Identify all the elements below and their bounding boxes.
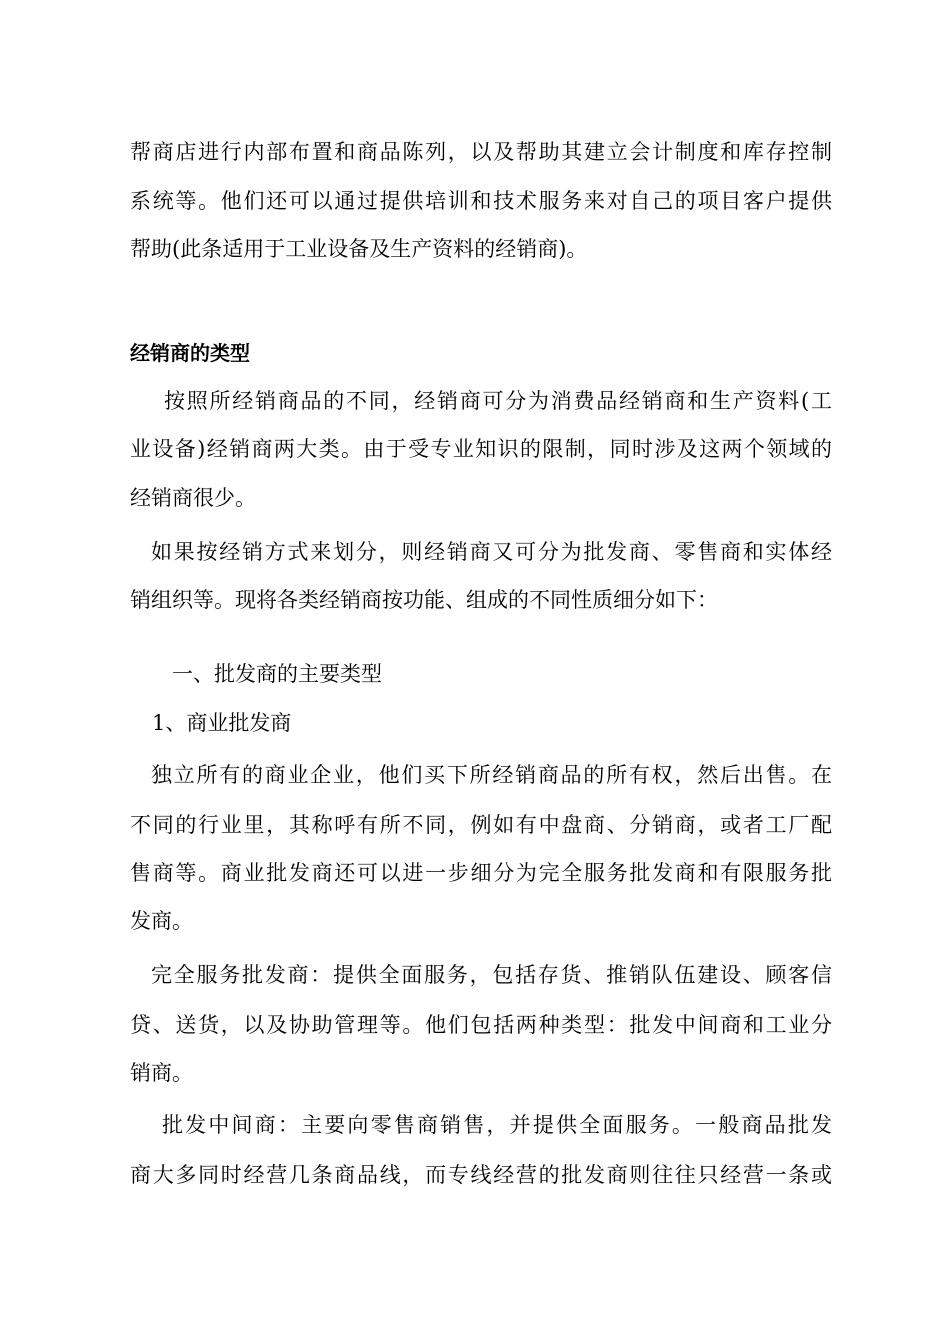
paragraph-2-line-1: 按照所经销商品的不同，经销商可分为消费品经销商和生产资料(工 [164,389,832,413]
paragraph-4-line-3: 售商等。商业批发商还可以进一步细分为完全服务批发商和有限服务批 [130,861,832,885]
paragraph-5-line-2: 贷、送货，以及协助管理等。他们包括两种类型：批发中间商和工业分 [130,1013,832,1037]
paragraph-1-line-1: 帮商店进行内部布置和商品陈列，以及帮助其建立会计制度和库存控制 [130,140,832,164]
paragraph-4-line-2: 不同的行业里，其称呼有所不同，例如有中盘商、分销商，或者工厂配 [130,813,832,837]
paragraph-3-line-2: 销组织等。现将各类经销商按功能、组成的不同性质细分如下： [130,588,718,612]
section-title: 经销商的类型 [130,341,250,365]
paragraph-6-line-2: 商大多同时经营几条商品线，而专线经营的批发商则往往只经营一条或 [130,1163,832,1187]
paragraph-5-line-1: 完全服务批发商：提供全面服务，包括存货、推销队伍建设、顾客信 [151,963,832,987]
paragraph-6-line-1: 批发中间商：主要向零售商销售，并提供全面服务。一般商品批发 [162,1113,832,1137]
paragraph-4-line-1: 独立所有的商业企业，他们买下所经销商品的所有权，然后出售。在 [151,763,832,787]
paragraph-1-line-2: 系统等。他们还可以通过提供培训和技术服务来对自己的项目客户提供 [130,189,832,213]
paragraph-2-line-2: 业设备)经销商两大类。由于受专业知识的限制，同时涉及这两个领域的 [130,437,832,461]
paragraph-5-line-3: 销商。 [130,1061,193,1085]
paragraph-3-line-1: 如果按经销方式来划分，则经销商又可分为批发商、零售商和实体经 [151,540,832,564]
paragraph-4-line-4: 发商。 [130,909,193,933]
paragraph-2-line-3: 经销商很少。 [130,486,256,510]
item-heading-1: 1、商业批发商 [152,711,292,735]
paragraph-1-line-3: 帮助(此条适用于工业设备及生产资料的经销商)。 [130,237,588,261]
subsection-title: 一、批发商的主要类型 [172,662,382,686]
